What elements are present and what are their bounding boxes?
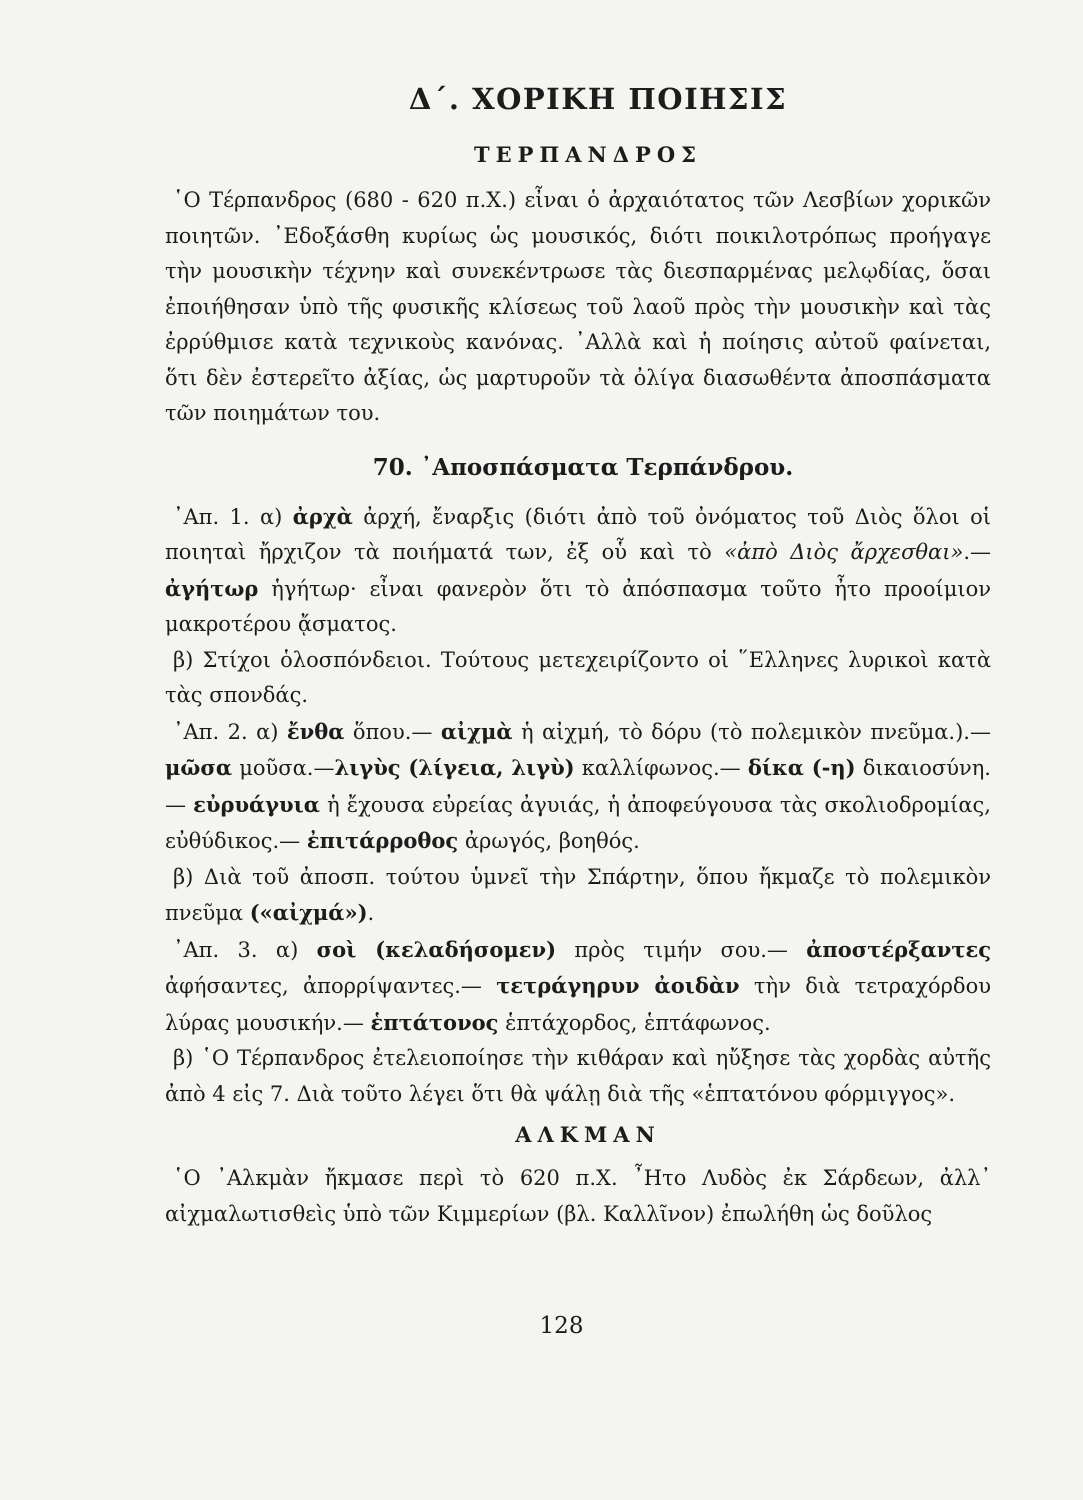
chapter-title: Δ΄. ΧΟΡΙΚΗ ΠΟΙΗΣΙΣ [408,82,788,116]
fragment-text: ἡ ἔχουσα εὐρείας ἀγυιάς, ἡ ἀποφεύγουσα τὰς σκολιοδρομίας, εὐθύδικος.— [165,792,991,853]
fragment-text: ἀρωγός, βοηθός. [458,829,640,853]
fragment-text: ἡγήτωρ· εἶναι φανερὸν ὅτι τὸ ἀπόσπασμα τοῦτο ἦτο προοίμιον μακροτέρου ᾄσματος. [165,576,991,636]
fragments-number: 70. [372,453,413,481]
fragment-text: ἀφήσαντες, ἀπορρίψαντες.— [165,974,497,998]
quoted-phrase: «ἀπὸ Διὸς ἄρχεσθαι» [724,540,964,564]
page-number: 128 [539,1313,584,1339]
fragment-text: . [367,901,375,925]
fragment-text: ἑπτάχορδος, ἑπτάφωνος. [498,1010,771,1035]
fragment-text: .— [963,540,992,564]
fragment-text: μοῦσα.— [232,756,335,780]
lemma-term: αἰχμὰ [440,718,513,744]
lemma-term: («αἰχμά») [249,900,368,925]
fragment-text: τὴν διὰ τετραχόρδου λύρας μουσικήν.— [165,974,991,1035]
lemma-term: ἀγήτωρ [165,575,259,601]
section-heading-alcman: ΑΛΚΜΑΝ [515,1122,661,1147]
lemma-term: μῶσα [165,755,233,780]
lemma-term: δίκα (-η) [747,755,856,780]
terpander-intro-paragraph: ῾Ο Τέρπανδρος (680 - 620 π.Χ.) εἶναι ὁ ἀρχαιότατος τῶν Λεσβίων χορικῶν ποιητῶν. ᾿Εδοξάσθη κυρίως ὡς μουσικός, διότι ποικιλοτρόπως προήγαγε τὴν μουσικὴν τέχνην καὶ συνεκέντρωσε τὰς διεσπαρμένας μελῳδίας, ὅσαι ἐποιήθησαν ὑπὸ τῆς φυσικῆς κλίσεως τοῦ λαοῦ πρὸς τὴν μουσικὴν καὶ τὰς ἐρρύθμισε κατὰ τεχνικοὺς κανόνας. ᾿Αλλὰ καὶ ἡ ποίησις αὐτοῦ φαίνεται, ὅτι δὲν ἐστερεῖτο ἀξίας, ὡς μαρτυροῦν τὰ ὀλίγα διασωθέντα ἀποσπάσματα τῶν ποιημάτων του. [165,188,991,425]
lemma-term: ἀποστέρξαντες [806,936,991,962]
section-heading-terpander: ΤΕΡΠΑΝΔΡΟΣ [474,142,702,167]
fragment-text: ᾿Απ. 1. α) [173,504,293,529]
fragment-text: ᾿Απ. 3. α) [173,937,317,962]
lemma-term: ἔνθα [286,718,345,744]
fragment-text: ἡ αἰχμή, τὸ δόρυ (τὸ πολεμικὸν πνεῦμα.).— [512,719,991,744]
fragment-text: δικαιοσύνη.— [165,756,991,817]
fragments-heading [165,454,991,481]
fragment-text: β) Διὰ τοῦ ἀποσπ. τούτου ὑμνεῖ τὴν Σπάρτην, ὅπου ἤκμαζε τὸ πολεμικὸν πνεῦμα [165,864,991,925]
fragment-2a-paragraph [165,714,991,860]
fragments-title: ᾿Αποσπάσματα Τερπάνδρου. [420,453,794,481]
lemma-term: λιγὺς (λίγεια, λιγὺ) [334,755,575,780]
fragment-3b-paragraph: β) ῾Ο Τέρπανδρος ἐτελειοποίησε τὴν κιθάραν καὶ ηὔξησε τὰς χορδὰς αὐτῆς ἀπὸ 4 εἰς 7. Διὰ τοῦτο λέγει ὅτι θὰ ψάλῃ διὰ τῆς «ἑπτατόνου φόρμιγγος». [165,1046,991,1106]
fragment-1a-paragraph [165,499,991,643]
fragment-text: πρὸς τιμήν σου.— [556,937,807,962]
lemma-term: σοὶ (κελαδήσομεν) [316,936,557,962]
lemma-term: τετράγηρυν ἀοιδὰν [496,973,740,998]
lemma-term: εὐρυάγυια [193,791,320,817]
fragment-3a-paragraph [165,932,991,1042]
alcman-intro-paragraph: ῾Ο ᾿Αλκμὰν ἤκμασε περὶ τὸ 620 π.Χ. ῏Ητο Λυδὸς ἐκ Σάρδεων, ἀλλ᾿ αἰχμαλωτισθεὶς ὑπὸ τῶν Κιμμερίων (βλ. Καλλῖνον) ἐπωλήθη ὡς δοῦλος [165,1166,991,1226]
fragment-text: ᾿Απ. 2. α) [173,719,287,744]
fragment-text: ἀρχή, ἔναρξις (διότι ἀπὸ τοῦ ὀνόματος τοῦ Διὸς ὅλοι οἱ ποιηταὶ ἤρχιζον τὰ ποιήματά των, ἐξ οὗ καὶ τὸ [165,504,991,564]
fragment-text: καλλίφωνος.— [574,756,748,780]
lemma-term: ἐπιτάρροθος [306,828,459,853]
fragment-text: ὅπου.— [344,719,441,744]
lemma-term: ἀρχὰ [292,503,353,529]
lemma-term: ἑπτάτονος [370,1009,499,1035]
fragment-2b-paragraph [165,860,991,932]
fragment-1b-paragraph: β) Στίχοι ὁλοσπόνδειοι. Τούτους μετεχειρίζοντο οἱ ῞Ελληνες λυρικοὶ κατὰ τὰς σπονδάς. [165,647,991,707]
